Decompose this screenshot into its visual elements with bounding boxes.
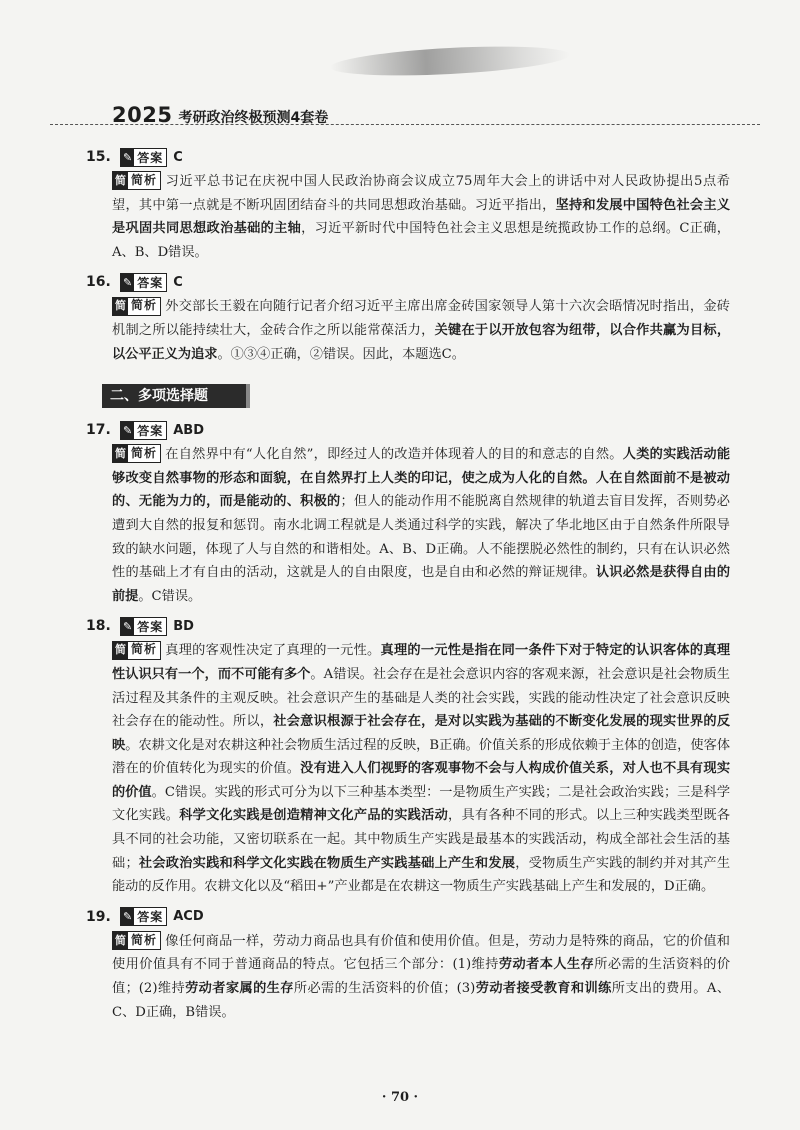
section-heading-multiple-choice: 二、多项选择题 [102,384,250,408]
answer-label: 答案 [137,150,164,165]
answer-line [86,418,730,442]
header-year: 2025 [112,103,173,127]
analysis-segment: 。C错误。 [138,588,202,604]
answer-value: ABD [173,422,204,438]
question-item [86,614,731,899]
question-item [86,145,731,264]
key-point: 坚持和发展中国特色社会主义是巩固共同思想政治基础的主轴 [112,197,731,237]
key-point: 劳动者接受教育和训练 [475,981,612,997]
page-number: · 70 · [381,1090,419,1105]
analysis-tag [112,444,161,463]
answer-tag [120,273,167,292]
question-number: 16. [86,274,111,291]
analysis-text [112,930,730,1024]
key-point: 人类的实践活动能够改变自然事物的形态和面貌，在自然界打上人类的印记，使之成为人化的自然。人在自然面前不是被动的、无能为力的，而是能动的、积极的 [112,447,731,510]
analysis-segment: 外交部长王毅在向随行记者介绍习近平主席出席金砖国家领导人第十六次会晤情况时指出，金砖机制之所以能持续壮大，金砖合作之所以能常葆活力， [112,299,730,338]
analysis-tag [112,931,161,950]
key-point: 真理的一元性是指在同一条件下对于特定的认识客体的真理性认识只有一个，而不可能有多个 [112,643,731,682]
analysis-segment: 像任何商品一样，劳动力商品也具有价值和使用价值。但是，劳动力是特殊的商品，它的价值和使用价值具有不同于普通商品的特点。它包括三个部分：(1)维持 [112,933,730,973]
analysis-text [112,170,730,264]
analysis-segment: 所必需的生活资料的价值；(2)维持 [112,957,731,997]
analysis-tag [112,297,161,316]
key-point: 社会政治实践和科学文化实践在物质生产实践基础上产生和发展 [138,855,516,871]
analysis-segment: 。A错误。社会存在是社会意识内容的客观来源，社会意识是社会物质生活过程及其条件的主观反映。社会意识产生的基础是人类的社会实践，实践的能动性决定了社会意识反映社会存在的能动性。所以， [112,666,730,730]
analysis-label: 简析 [131,642,158,657]
question-number: 19. [86,908,111,925]
key-point: 认识必然是获得自由的前提 [112,565,731,604]
analysis-segment: 。农耕文化是对农耕这种社会物质生活过程的反映，B正确。价值关系的形成依赖于主体的创造，使客体潜在的价值转化为现实的价值。 [112,737,731,777]
analysis-segment: ，习近平新时代中国特色社会主义思想是统揽政协工作的总纲。C正确，A、B、D错误。 [112,221,730,260]
answer-value: C [173,274,183,290]
header-divider [50,124,760,125]
pencil-icon: ✎ [123,910,133,924]
pencil-icon: ✎ [123,423,133,437]
analysis-segment: ，受物质生产实践的制约并对其产生能动的反作用。农耕文化以及“稻田+”产业都是在农耕这一物质生产实践基础上产生和发展的，D正确。 [112,855,731,895]
answer-label: 答案 [137,275,164,290]
analysis-label: 简析 [131,173,158,187]
analysis-segment: 所必需的生活资料的价值；(3) [293,981,476,997]
scan-smudge [329,42,570,81]
analysis-icon: 简 [113,932,128,949]
question-number: 15. [86,149,111,165]
analysis-segment: 习近平总书记在庆祝中国人民政治协商会议成立75周年大会上的讲话中对人民政协提出5点希望，其中第一点就是不断巩固团结奋斗的共同思想政治基础。习近平指出， [112,174,730,213]
answer-label: 答案 [137,423,164,438]
analysis-label: 简析 [131,298,158,313]
analysis-tag [112,171,161,190]
key-point: 科学文化实践是创造精神文化产品的实践活动 [179,808,449,824]
items-after-section [86,418,731,1024]
items-before-section [86,145,731,366]
analysis-icon: 简 [113,642,128,659]
answer-value: BD [173,618,194,634]
key-point: 劳动者本人生存 [498,957,595,973]
analysis-text [112,443,730,608]
key-point: 关键在于以开放包容为纽带，以合作共赢为目标，以公平正义为追求 [112,322,731,362]
answer-label: 答案 [137,619,164,634]
answer-line [86,270,730,294]
pencil-icon: ✎ [123,150,133,164]
header-title: 考研政治终极预测4套卷 [178,110,329,126]
answer-line [86,145,730,169]
pencil-icon: ✎ [123,275,133,289]
analysis-text [112,295,730,366]
analysis-tag [112,641,161,660]
analysis-label: 简析 [131,446,158,461]
analysis-segment: 真理的客观性决定了真理的一元性。 [165,643,381,659]
analysis-text [112,639,730,899]
analysis-icon: 简 [113,298,128,315]
analysis-icon: 简 [113,445,128,462]
answer-value: C [173,149,183,165]
analysis-segment: 。①③④正确，②错误。因此，本题选C。 [217,346,465,362]
analysis-segment: 所支出的费用。A、C、D正确，B错误。 [112,981,731,1020]
question-number: 18. [86,618,111,635]
answer-label: 答案 [137,910,164,925]
answer-tag [120,617,167,636]
analysis-segment: 在自然界中有“人化自然”，即经过人的改造并体现着人的目的和意志的自然。 [165,447,623,463]
pencil-icon: ✎ [123,619,133,633]
question-item [86,270,731,366]
question-item [86,905,731,1024]
answer-line [86,905,730,929]
analysis-segment: ，具有各种不同的形式。以上三种实践类型既各具不同的社会功能，又密切联系在一起。其中物质生产实践是最基本的实践活动，构成全部社会生活的基础； [112,808,731,871]
page-header [112,103,328,129]
question-number: 17. [86,422,111,439]
analysis-segment: ；但人的能动作用不能脱离自然规律的轨道去盲目发挥，否则势必遭到大自然的报复和惩罚。南水北调工程就是人类通过科学的实践，解决了华北地区由于自然条件所限导致的缺水问题，体现了人与自然的和谐相处。A、B、D正确。人不能摆脱必然性的制约，只有在认识必然性的基础上才有自由的活动，这就是人的自由限度，也是自由和必然的辩证规律。 [112,494,730,581]
key-point: 劳动者家属的生存 [185,981,294,997]
question-item [86,418,731,608]
analysis-label: 简析 [131,932,158,947]
answer-value: ACD [173,909,204,925]
key-point: 没有进入人们视野的客观事物不会与人构成价值关系，对人也不具有现实的价值 [112,761,731,800]
answer-line [86,614,730,638]
answer-tag [120,907,167,926]
answer-tag [120,421,167,440]
analysis-icon: 简 [113,172,128,189]
key-point: 社会意识根源于社会存在，是对以实践为基础的不断变化发展的现实世界的反映 [112,714,731,753]
answer-tag [120,148,167,167]
analysis-segment: 。C错误。实践的形式可分为以下三种基本类型：一是物质生产实践；二是社会政治实践；三是科学文化实践。 [112,784,731,824]
page-content [86,145,731,1030]
